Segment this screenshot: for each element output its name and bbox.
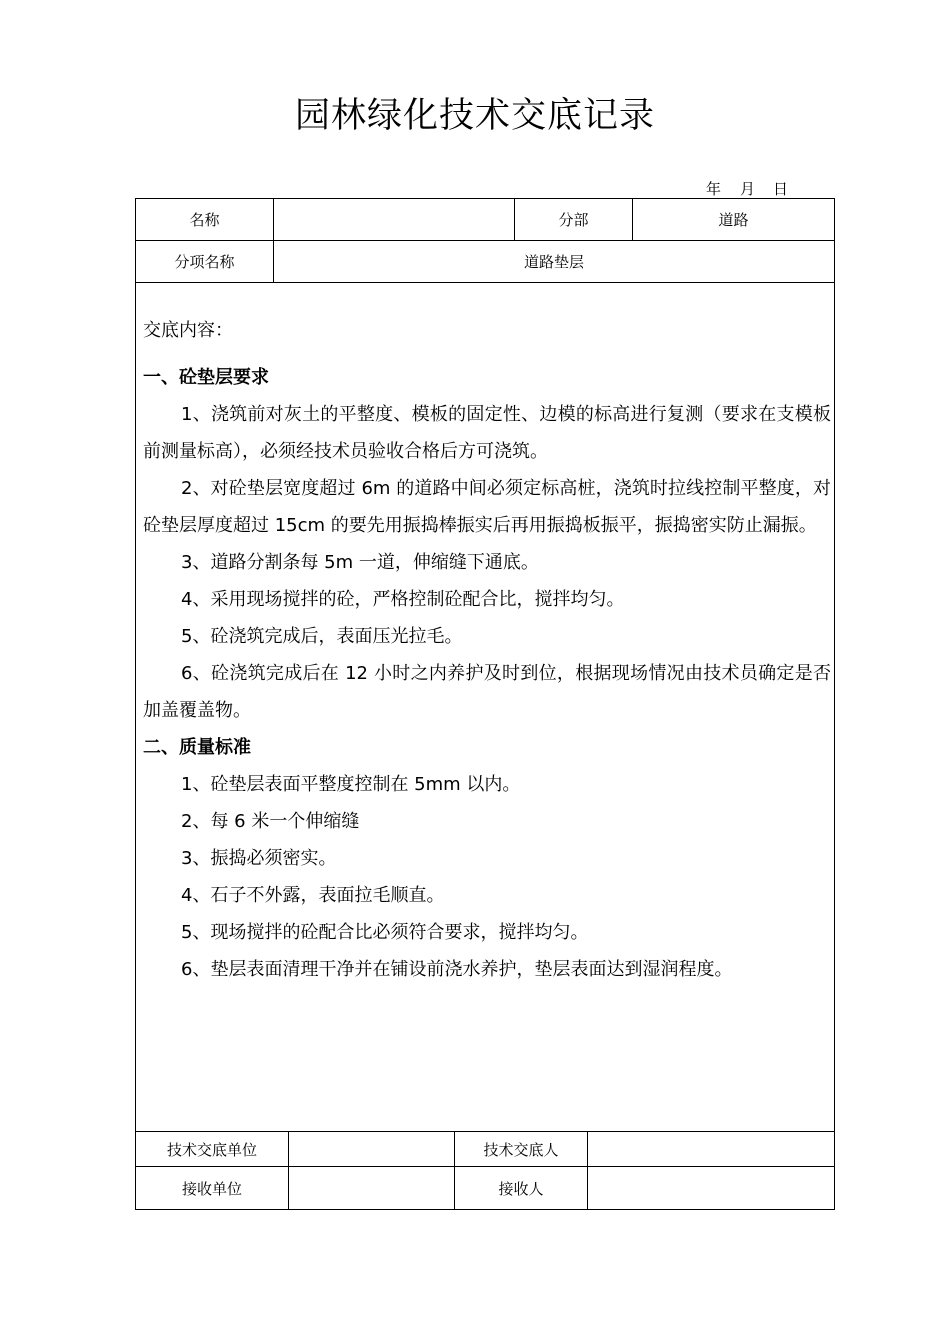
date-day-label: 日 (773, 180, 789, 198)
disclosure-content (143, 312, 831, 988)
receiver-unit-field[interactable] (289, 1167, 454, 1209)
page-title: 园林绿化技术交底记录 (294, 96, 655, 136)
disclosure-unit-label: 技术交底单位 (166, 1140, 257, 1159)
receiver-label: 接收人 (498, 1179, 544, 1198)
division-field[interactable]: 道路 (718, 211, 749, 229)
list-item: 1、砼垫层表面平整度控制在 5mm 以内。 (181, 774, 521, 795)
subitem-label: 分项名称 (174, 253, 235, 271)
subitem-field[interactable]: 道路垫层 (523, 253, 584, 271)
row-divider (136, 282, 834, 283)
list-item: 3、道路分割条每 5m 一道，伸缩缝下通底。 (181, 552, 539, 573)
disclosure-unit-field[interactable] (289, 1132, 454, 1166)
section-heading: 一、砼垫层要求 (143, 367, 269, 388)
list-item: 6、砼浇筑完成后在 12 小时之内养护及时到位，根据现场情况由技术员确定是否加盖覆盖物。 (143, 663, 831, 721)
list-item: 6、垫层表面清理干净并在铺设前浇水养护，垫层表面达到湿润程度。 (181, 959, 733, 980)
date-year-label: 年 (706, 180, 722, 198)
list-item: 4、石子不外露，表面拉毛顺直。 (181, 885, 445, 906)
date-month-label: 月 (740, 180, 756, 198)
list-item: 2、对砼垫层宽度超过 6m 的道路中间必须定标高桩，浇筑时拉线控制平整度，对砼垫层厚度超过 15cm 的要先用振捣棒振实后再用振捣板振平，振捣密实防止漏振。 (143, 478, 831, 536)
section-heading: 二、质量标准 (143, 737, 251, 758)
list-item: 5、现场搅拌的砼配合比必须符合要求，搅拌均匀。 (181, 922, 589, 943)
list-item: 1、浇筑前对灰土的平整度、模板的固定性、边模的标高进行复测（要求在支模板前测量标高），必须经技术员验收合格后方可浇筑。 (143, 404, 831, 462)
list-item: 5、砼浇筑完成后，表面压光拉毛。 (181, 626, 463, 647)
content-label: 交底内容： (143, 320, 233, 341)
receiver-field[interactable] (588, 1167, 834, 1209)
name-field[interactable] (274, 199, 514, 240)
disclosure-person-field[interactable] (588, 1132, 834, 1166)
list-item: 2、每 6 米一个伸缩缝 (181, 811, 360, 832)
receiver-unit-label: 接收单位 (181, 1179, 242, 1198)
list-item: 4、采用现场搅拌的砼，严格控制砼配合比，搅拌均匀。 (181, 589, 625, 610)
division-label: 分部 (558, 211, 589, 229)
list-item: 3、振捣必须密实。 (181, 848, 337, 869)
disclosure-person-label: 技术交底人 (483, 1140, 559, 1159)
name-label: 名称 (189, 211, 220, 229)
